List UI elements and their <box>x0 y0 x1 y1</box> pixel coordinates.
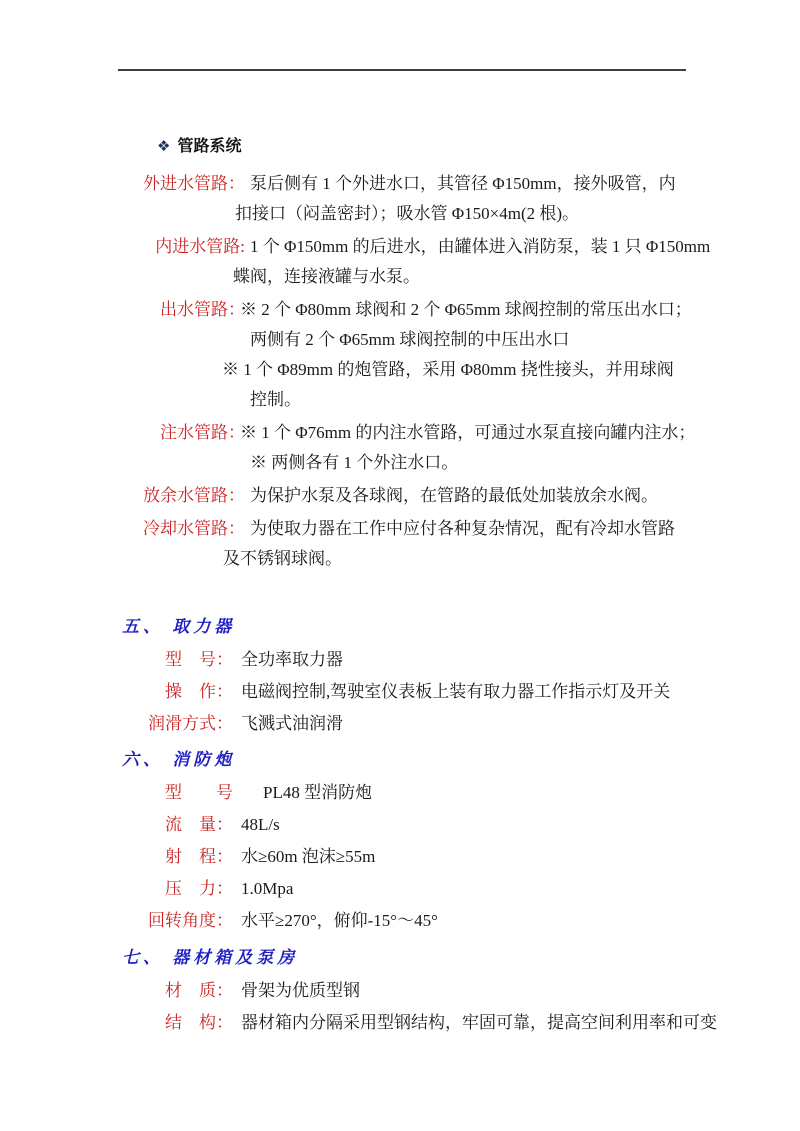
spec-label: 操 作： <box>165 682 233 701</box>
pipe-body <box>235 169 720 229</box>
pipe-body <box>233 232 720 292</box>
spec-label: 型 号： <box>165 650 233 669</box>
pipe-paragraph-list <box>0 169 800 574</box>
spec-row <box>148 842 800 872</box>
spec-label: 材 质： <box>165 981 233 1000</box>
pipe-body <box>240 418 720 478</box>
section-title-pto: 五、 取力器 <box>122 617 236 636</box>
spec-row <box>148 874 800 904</box>
pipe-line: ※ 2 个 Φ80mm 球阀和 2 个 Φ65mm 球阀控制的常压出水口； <box>240 300 692 319</box>
section-pto-rows <box>0 645 800 739</box>
spec-value: 电磁阀控制,驾驶室仪表板上装有取力器工作指示灯及开关 <box>241 682 671 701</box>
pipe-paragraph <box>141 232 800 292</box>
pipe-body <box>222 295 720 415</box>
pipe-label: 放余水管路： <box>143 486 245 505</box>
spec-label: 结 构： <box>165 1013 233 1032</box>
spec-label: 流 量： <box>165 815 233 834</box>
pipe-label: 内进水管路: <box>155 237 245 256</box>
pipe-line: 及不锈钢球阀。 <box>223 549 342 568</box>
spec-row <box>148 645 800 675</box>
spec-value: 飞溅式油润滑 <box>241 714 343 733</box>
spec-row <box>148 778 800 808</box>
spec-label: 润滑方式： <box>148 714 233 733</box>
spec-value: 器材箱内分隔采用型钢结构，牢固可靠，提高空间利用率和可变 <box>241 1013 717 1032</box>
pipe-line: 蝶阀，连接液罐与水泵。 <box>233 267 420 286</box>
pipe-system-heading-text: 管路系统 <box>177 138 242 155</box>
spec-value: 骨架为优质型钢 <box>241 981 360 1000</box>
pipe-label: 外进水管路： <box>143 174 245 193</box>
pipe-body <box>250 481 720 511</box>
pipe-paragraph <box>141 418 800 478</box>
spec-row <box>148 709 800 739</box>
pipe-system-heading <box>157 136 800 158</box>
pipe-label: 注水管路： <box>160 423 245 442</box>
spec-label: 射 程： <box>165 847 233 866</box>
header-rule <box>118 69 686 71</box>
section-title-equipment-box: 七、 器材箱及泵房 <box>122 948 299 967</box>
pipe-paragraph <box>141 169 800 229</box>
spec-row <box>148 976 800 1006</box>
pipe-line: ※ 1 个 Φ76mm 的内注水管路，可通过水泵直接向罐内注水； <box>240 423 696 442</box>
spec-row <box>148 1008 800 1038</box>
section-equipment-rows <box>0 976 800 1038</box>
spec-label: 压 力： <box>165 879 233 898</box>
pipe-line: 控制。 <box>250 390 301 409</box>
pipe-line: 1 个 Φ150mm 的后进水，由罐体进入消防泵，装 1 只 Φ150mm <box>250 237 711 256</box>
spec-row <box>148 810 800 840</box>
spec-row <box>148 906 800 936</box>
spec-label: 型 号 <box>165 783 233 802</box>
pipe-label: 出水管路： <box>160 300 245 319</box>
pipe-label: 冷却水管路： <box>143 519 245 538</box>
pipe-line: 两侧有 2 个 Φ65mm 球阀控制的中压出水口 <box>250 330 570 349</box>
pipe-paragraph <box>141 514 800 574</box>
spec-value: 水平≥270°，俯仰-15°～45° <box>241 911 438 930</box>
pipe-paragraph <box>141 481 800 511</box>
spec-value: PL48 型消防炮 <box>263 783 373 802</box>
spec-value: 48L/s <box>241 815 280 834</box>
pipe-line: 泵后侧有 1 个外进水口，其管径 Φ150mm，接外吸管，内 <box>250 174 676 193</box>
diamond-bullet-icon: ❖ <box>157 138 171 155</box>
spec-row <box>148 677 800 707</box>
spec-value: 水≥60m 泡沫≥55m <box>241 847 376 866</box>
pipe-body <box>223 514 720 574</box>
pipe-line: 为使取力器在工作中应付各种复杂情况，配有冷却水管路 <box>250 519 675 538</box>
pipe-line: ※ 1 个 Φ89mm 的炮管路，采用 Φ80mm 挠性接头，并用球阀 <box>222 360 674 379</box>
section-title-monitor: 六、 消防炮 <box>122 750 236 769</box>
spec-value: 1.0Mpa <box>241 879 294 898</box>
pipe-line: 扣接口（闷盖密封）；吸水管 Φ150×4m(2 根)。 <box>235 204 580 223</box>
spec-value: 全功率取力器 <box>241 650 343 669</box>
pipe-line: 为保护水泵及各球阀，在管路的最低处加装放余水阀。 <box>250 486 658 505</box>
pipe-paragraph <box>141 295 800 415</box>
section-monitor-rows <box>0 778 800 936</box>
pipe-line: ※ 两侧各有 1 个外注水口。 <box>250 453 459 472</box>
spec-label: 回转角度： <box>148 911 233 930</box>
